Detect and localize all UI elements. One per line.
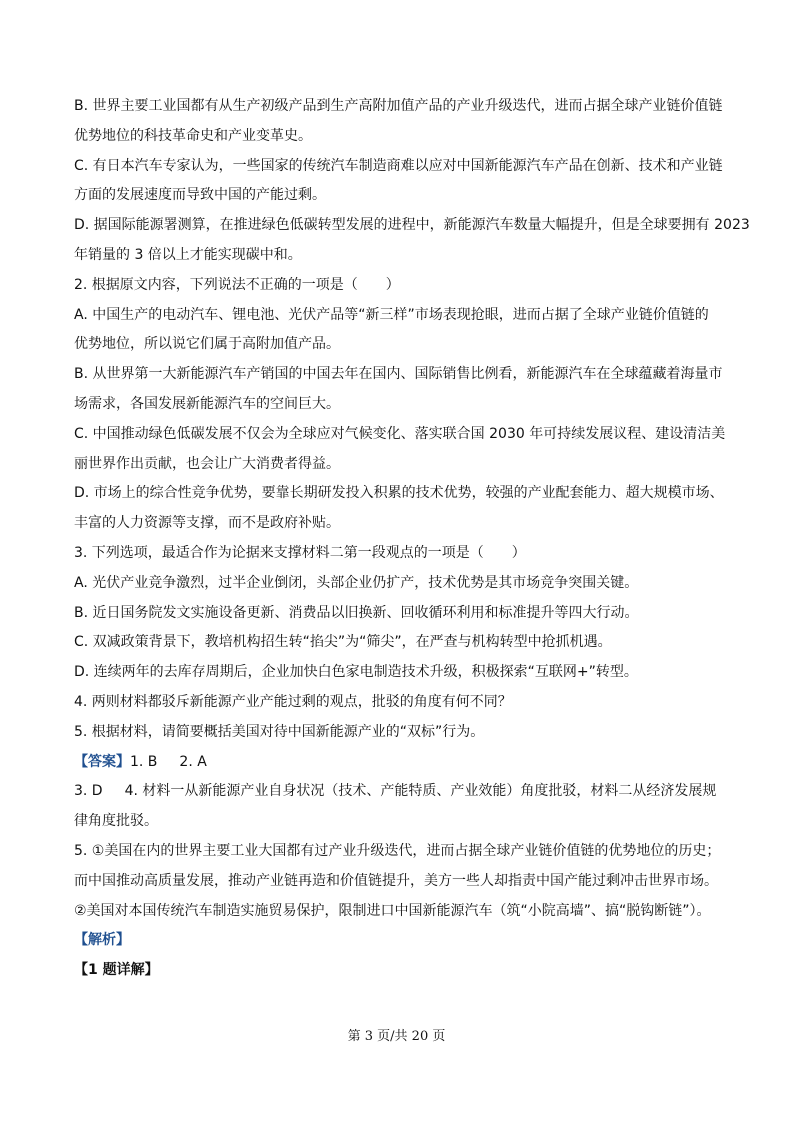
question-5: 5. 根据材料，请简要概括美国对待中国新能源产业的“双标”行为。 <box>74 723 485 740</box>
answer-2: 2. A <box>179 753 207 770</box>
text-line: A. 中国生产的电动汽车、锂电池、光伏产品等“新三样”市场表现抢眼，进而占据了全球产业链价值链的 <box>74 306 709 323</box>
text-line: B. 世界主要工业国都有从生产初级产品到生产高附加值产品的产业升级迭代，进而占据全球产业链价值链 <box>74 98 723 114</box>
answer-4: 4. 材料一从新能源产业自身状况（技术、产能特质、产业效能）角度批驳，材料二从经济发展规 <box>124 783 717 800</box>
question-3: 3. 下列选项，最适合作为论据来支撑材料二第一段观点的一项是（ ） <box>74 544 526 561</box>
text-line: C. 双减政策背景下，教培机构招生转“掐尖”为“筛尖”，在严查与机构转型中抢抓机遇。 <box>74 634 612 651</box>
answer-line: 律角度批驳。 <box>74 813 158 830</box>
text-line: C. 有日本汽车专家认为，一些国家的传统汽车制造商难以应对中国新能源汽车产品在创新、技术和产业链 <box>74 157 723 174</box>
answer-line <box>74 777 722 807</box>
answer-line: 5. ①美国在内的世界主要工业大国都有过产业升级迭代，进而占据全球产业链价值链的优势地位的历史； <box>74 842 721 859</box>
text-line: 优势地位的科技革命史和产业变革史。 <box>74 127 312 144</box>
text-line: B. 近日国务院发文实施设备更新、消费品以旧换新、回收循环利用和标准提升等四大行动。 <box>74 604 639 621</box>
text-line: 优势地位，所以说它们属于高附加值产品。 <box>74 336 340 353</box>
detail-heading: 【1 题详解】 <box>74 962 159 979</box>
text-line: C. 中国推动绿色低碳发展不仅会为全球应对气候变化、落实联合国 2030 年可持续发展议程、建设清洁美 <box>74 425 726 442</box>
text-line: 年销量的 3 倍以上才能实现碳中和。 <box>74 246 302 263</box>
text-line: A. 光伏产业竞争激烈，过半企业倒闭，头部企业仍扩产，技术优势是其市场竞争突围关键。 <box>74 574 639 591</box>
page-footer: 第 3 页/共 20 页 <box>347 1029 446 1044</box>
answer-line: ②美国对本国传统汽车制造实施贸易保护，限制进口中国新能源汽车（筑“小院高墙”、搞“脱钩断链”）。 <box>74 902 711 919</box>
text-line: B. 从世界第一大新能源汽车产销国的中国去年在国内、国际销售比例看，新能源汽车在全球蕴藏着海量市 <box>74 366 723 383</box>
answer-3: 3. D <box>74 783 103 800</box>
question-4: 4. 两则材料都驳斥新能源产业产能过剩的观点，批驳的角度有何不同？ <box>74 693 512 710</box>
answer-tag: 【答案】 <box>74 753 130 770</box>
answer-line <box>74 748 722 778</box>
answer-1: 1. B <box>130 753 158 770</box>
analysis-tag: 【解析】 <box>74 932 130 949</box>
text-line: 场需求，各国发展新能源汽车的空间巨大。 <box>74 395 340 412</box>
text-line: 方面的发展速度而导致中国的产能过剩。 <box>74 187 326 204</box>
text-line: D. 市场上的综合性竞争优势，要靠长期研发投入积累的技术优势，较强的产业配套能力、超大规模市场、 <box>74 485 724 502</box>
text-line: D. 连续两年的去库存周期后，企业加快白色家电制造技术升级，积极探索“互联网+”转型。 <box>74 664 638 681</box>
page-content <box>74 92 750 986</box>
question-2: 2. 根据原文内容，下列说法不正确的一项是（ ） <box>74 276 400 293</box>
answer-line: 而中国推动高质量发展，推动产业链再造和价值链提升，美方一些人却指责中国产能过剩冲击世界市场。 <box>74 872 718 889</box>
analysis-line <box>74 926 722 956</box>
text-line: 丽世界作出贡献，也会让广大消费者得益。 <box>74 455 340 472</box>
text-line: D. 据国际能源署测算，在推进绿色低碳转型发展的进程中，新能源汽车数量大幅提升，但是全球要拥有 2023 <box>74 217 750 234</box>
text-line: 丰富的人力资源等支撑，而不是政府补贴。 <box>74 515 340 532</box>
